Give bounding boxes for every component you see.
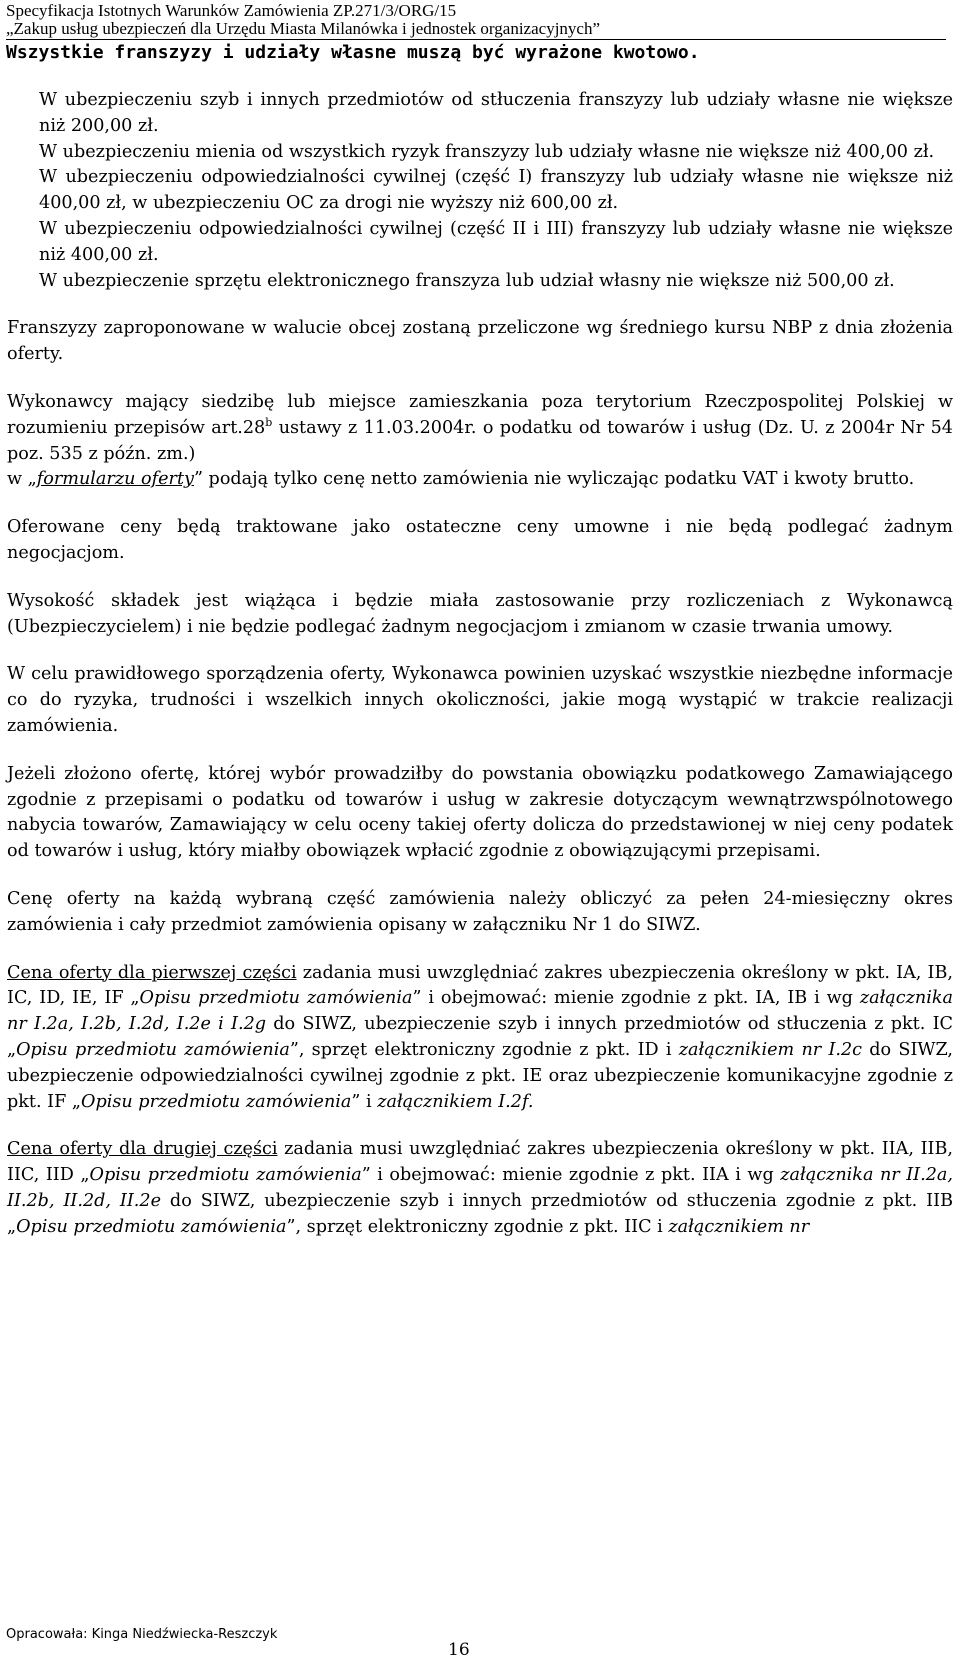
paragraph-part-two — [7, 1137, 953, 1240]
part-two-text: ” i obejmować: mienie zgodnie z pkt. IIA i wg — [361, 1165, 781, 1186]
part-one-italic: Opisu przedmiotu zamówienia — [16, 1039, 290, 1060]
foreign-text-5: ” podają tylko cenę netto zamówienia nie wyliczając podatku VAT i kwoty brutto. — [193, 469, 915, 490]
part-one-italic: Opisu przedmiotu zamówienia — [81, 1091, 352, 1112]
paragraph-tax: Jeżeli złożono ofertę, której wybór prowadziłby do powstania obowiązku podatkowego Zamawiającego zgodnie z przepisami o podatku od towarów i usług w zakresie dotyczącym wewnątrzwspólnotowego nabycia towarów, Zamawiający w celu oceny takiej oferty dolicza do przedstawionej w niej ceny podatek od towarów i usług, który miałby obowiązek wpłacić zgodnie z obowiązującymi przepisami. — [7, 763, 953, 862]
part-one-text: ” i — [351, 1091, 378, 1112]
foreign-text-1: Wykonawcy mający siedzibę lub miejsce zamieszkania poza terytorium Rzeczpospolitej Polskiej w rozumieniu przepisów art.28 — [7, 391, 953, 438]
list-item: W ubezpieczeniu odpowiedzialności cywilnej (część II i III) franszyzy lub udziały własne nie większe niż 400,00 zł. — [39, 218, 953, 265]
paragraph-foreign-contractors — [7, 390, 953, 493]
list-item: W ubezpieczeniu odpowiedzialności cywilnej (część I) franszyzy lub udziały własne nie większe niż 400,00 zł, w ubezpieczeniu OC za drogi nie wyższy niż 600,00 zł. — [39, 167, 953, 214]
list-item: W ubezpieczenie sprzętu elektronicznego franszyza lub udział własny nie większe niż 500,00 zł. — [39, 270, 895, 291]
foreign-superscript: b — [265, 415, 273, 429]
header-notice: Wszystkie franszyzy i udziały własne muszą być wyrażone kwotowo. — [6, 42, 700, 63]
paragraph-premium: Wysokość składek jest wiążąca i będzie miała zastosowanie przy rozliczeniach z Wykonawcą (Ubezpieczycielem) i nie będzie podlegać żadnym negocjacjom i zmianom w czasie trwania umowy. — [7, 590, 953, 637]
part-one-text: do SIWZ, ubezpieczenie szyb i innych przedmiotów od stłuczenia z pkt. IC „ — [7, 1014, 953, 1060]
list-item: W ubezpieczeniu szyb i innych przedmiotów od stłuczenia franszyzy lub udziały własne nie większe niż 200,00 zł. — [39, 90, 953, 136]
foreign-form-reference: formularzu oferty — [36, 469, 194, 490]
page-number: 16 — [448, 1640, 470, 1660]
document-body — [7, 88, 953, 1240]
header-spec-title: Specyfikacja Istotnych Warunków Zamówienia ZP.271/3/ORG/15 — [6, 1, 457, 20]
part-two-italic: Opisu przedmiotu zamówienia — [16, 1216, 287, 1237]
paragraph-final-prices: Oferowane ceny będą traktowane jako ostateczne ceny umowne i nie będą podlegać żadnym negocjacjom. — [7, 517, 953, 563]
part-two-heading: Cena oferty dla drugiej części — [7, 1139, 278, 1160]
part-one-italic: Opisu przedmiotu zamówienia — [139, 988, 413, 1009]
part-one-text: zadania musi uwzględniać zakres ubezpieczenia określony w pkt. IA, IB, IC, ID, IE, IF „ — [7, 962, 953, 1009]
paragraph-period: Cenę oferty na każdą wybraną część zamówienia należy obliczyć za pełen 24-miesięczny okres zamówienia i cały przedmiot zamówienia opisany w załączniku Nr 1 do SIWZ. — [7, 888, 953, 935]
part-one-heading: Cena oferty dla pierwszej części — [7, 962, 297, 983]
part-one-text: ”, sprzęt elektroniczny zgodnie z pkt. ID i — [289, 1039, 679, 1060]
part-one-text: ” i obejmować: mienie zgodnie z pkt. IA, IB i wg — [412, 988, 860, 1009]
part-one-italic: załącznika nr I.2a, I.2b, I.2d, I.2e i I.2g — [7, 988, 953, 1035]
part-two-italic: Opisu przedmiotu zamówienia — [89, 1165, 362, 1186]
header-tender-title: „Zakup usług ubezpieczeń dla Urzędu Miasta Milanówka i jednostek organizacyjnych” — [6, 20, 946, 40]
part-two-italic: załącznika nr II.2a, II.2b, II.2d, II.2e — [7, 1165, 953, 1211]
foreign-text-2: ustawy z 11.03.2004r. o podatku od towarów i usług (Dz. U. z 2004r Nr 54 poz. 535 z późn. zm.) — [7, 417, 953, 464]
part-two-text: do SIWZ, ubezpieczenie szyb i innych przedmiotów od stłuczenia zgodnie z pkt. IIB „ — [7, 1190, 953, 1237]
part-two-italic: załącznikiem nr — [668, 1216, 810, 1237]
paragraph-currency: Franszyzy zaproponowane w walucie obcej zostaną przeliczone wg średniego kursu NBP z dnia złożenia oferty. — [7, 318, 953, 365]
part-one-italic: załącznikiem nr I.2c — [678, 1039, 863, 1060]
foreign-text-3: w „ — [7, 469, 37, 490]
paragraph-information: W celu prawidłowego sporządzenia oferty, Wykonawca powinien uzyskać wszystkie niezbędne informacje co do ryzyka, trudności i wszelkich innych okoliczności, jakie mogą wystąpić w trakcie realizacji zamówienia. — [7, 664, 953, 736]
part-two-text: ”, sprzęt elektroniczny zgodnie z pkt. IIC i — [286, 1216, 669, 1237]
franchise-list — [7, 88, 953, 294]
footer-author: Opracowała: Kinga Niedźwiecka-Reszczyk — [6, 1627, 278, 1642]
list-item: W ubezpieczeniu mienia od wszystkich ryzyk franszyzy lub udziały własne nie większe niż 400,00 zł. — [39, 141, 935, 162]
part-one-italic: załącznikiem I.2f. — [377, 1091, 534, 1112]
paragraph-part-one — [7, 961, 953, 1116]
part-two-text: zadania musi uwzględniać zakres ubezpieczenia określony w pkt. IIA, IIB, IIC, IID „ — [7, 1139, 953, 1186]
part-one-text: do SIWZ, ubezpieczenie odpowiedzialności cywilnej zgodnie z pkt. IE oraz ubezpieczenie komunikacyjne zgodnie z pkt. IF „ — [7, 1039, 953, 1112]
